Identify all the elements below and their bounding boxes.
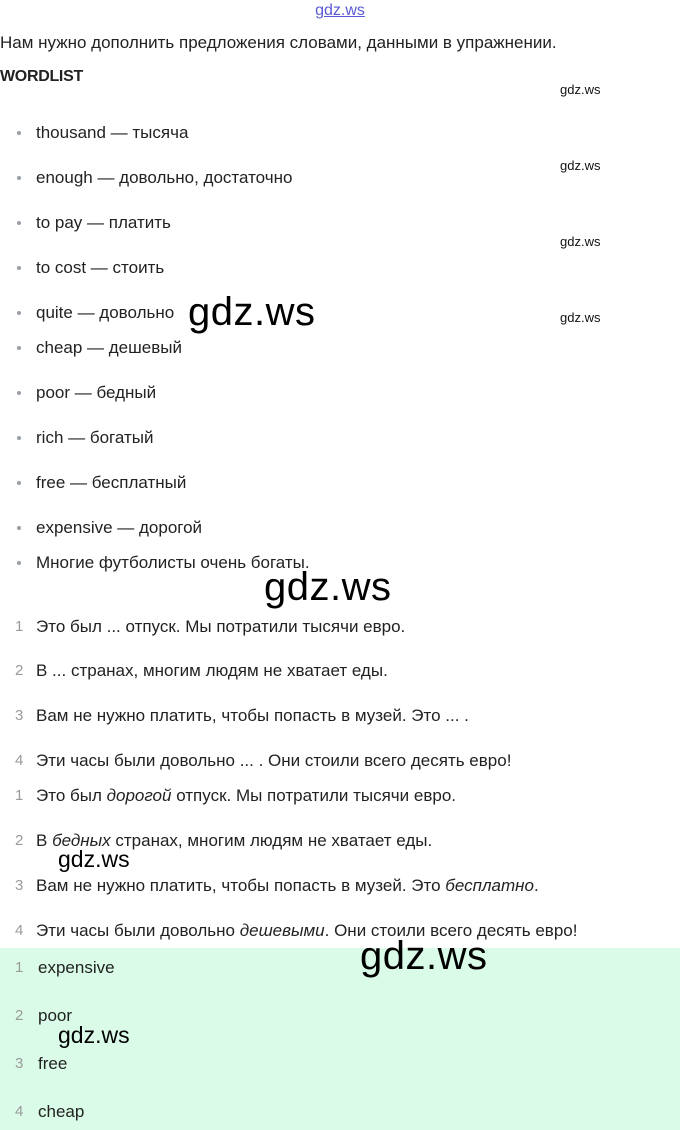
- bullet-dot-icon: [17, 526, 21, 530]
- wordlist-item-text: rich — богатый: [36, 428, 154, 447]
- wordlist-item-text: cheap — дешевый: [36, 338, 182, 357]
- watermark-medium: gdz.ws: [58, 1022, 130, 1048]
- filled-number: 4: [15, 922, 24, 939]
- wordlist-item-text: enough — довольно, достаточно: [36, 168, 293, 187]
- wordlist-item-text: poor — бедный: [36, 383, 157, 402]
- task-number: 1: [15, 618, 24, 635]
- bullet-dot-icon: [17, 131, 21, 135]
- wordlist-item-text: to cost — стоить: [36, 258, 165, 277]
- filled-text: Эти часы были довольно дешевыми. Они стоили всего десять евро!: [36, 921, 578, 940]
- task-text: Это был ... отпуск. Мы потратили тысячи евро.: [36, 617, 406, 636]
- answer-text: poor: [38, 1006, 73, 1025]
- filled-word: бесплатно: [445, 876, 534, 895]
- top-watermark-link[interactable]: gdz.ws: [315, 2, 365, 19]
- bullet-dot-icon: [17, 221, 21, 225]
- filled-word: дорогой: [106, 786, 172, 805]
- filled-word: бедных: [52, 831, 111, 850]
- filled-text: Это был дорогой отпуск. Мы потратили тысячи евро.: [36, 786, 456, 805]
- wordlist-item-text: expensive — дорогой: [36, 518, 203, 537]
- wordlist-item-text: quite — довольно: [36, 303, 175, 322]
- watermark-small: gdz.ws: [560, 158, 601, 173]
- filled-number: 3: [15, 877, 24, 894]
- task-text: Эти часы были довольно ... . Они стоили всего десять евро!: [36, 751, 512, 770]
- answer-text: cheap: [38, 1102, 85, 1121]
- task-number: 4: [15, 752, 24, 769]
- answer-number: 2: [15, 1007, 24, 1024]
- watermark-large: gdz.ws: [360, 934, 488, 978]
- bullet-dot-icon: [17, 481, 21, 485]
- filled-word: дешевыми: [239, 921, 325, 940]
- bullet-dot-icon: [17, 436, 21, 440]
- answer-number: 1: [15, 959, 24, 976]
- watermark-medium: gdz.ws: [58, 846, 130, 872]
- task-text: В ... странах, многим людям не хватает еды.: [36, 661, 388, 680]
- bullet-dot-icon: [17, 176, 21, 180]
- wordlist-item-text: free — бесплатный: [36, 473, 187, 492]
- watermark-small: gdz.ws: [560, 82, 601, 97]
- answer-number: 4: [15, 1103, 24, 1120]
- answer-text: expensive: [38, 958, 115, 977]
- filled-number: 2: [15, 832, 24, 849]
- task-text: Вам не нужно платить, чтобы попасть в музей. Это ... .: [36, 706, 469, 725]
- wordlist-item-text: to pay — платить: [36, 213, 171, 232]
- answer-number: 3: [15, 1055, 24, 1072]
- filled-text: Вам не нужно платить, чтобы попасть в музей. Это бесплатно.: [36, 876, 539, 895]
- bullet-dot-icon: [17, 311, 21, 315]
- task-number: 2: [15, 662, 24, 679]
- bullet-dot-icon: [17, 561, 21, 565]
- bullet-dot-icon: [17, 346, 21, 350]
- intro-text: Нам нужно дополнить предложения словами, данными в упражнении.: [0, 33, 557, 52]
- bullet-dot-icon: [17, 266, 21, 270]
- task-number: 3: [15, 707, 24, 724]
- wordlist-item-text: thousand — тысяча: [36, 123, 189, 142]
- filled-number: 1: [15, 787, 24, 804]
- wordlist-item-text: Многие футболисты очень богаты.: [36, 553, 310, 572]
- filled-text: В бедных странах, многим людям не хватает еды.: [36, 831, 433, 850]
- wordlist-heading: WORDLIST: [0, 68, 83, 85]
- bullet-dot-icon: [17, 391, 21, 395]
- watermark-large: gdz.ws: [264, 565, 392, 609]
- watermark-small: gdz.ws: [560, 234, 601, 249]
- watermark-small: gdz.ws: [560, 310, 601, 325]
- answer-text: free: [38, 1054, 68, 1073]
- watermark-large: gdz.ws: [188, 290, 316, 334]
